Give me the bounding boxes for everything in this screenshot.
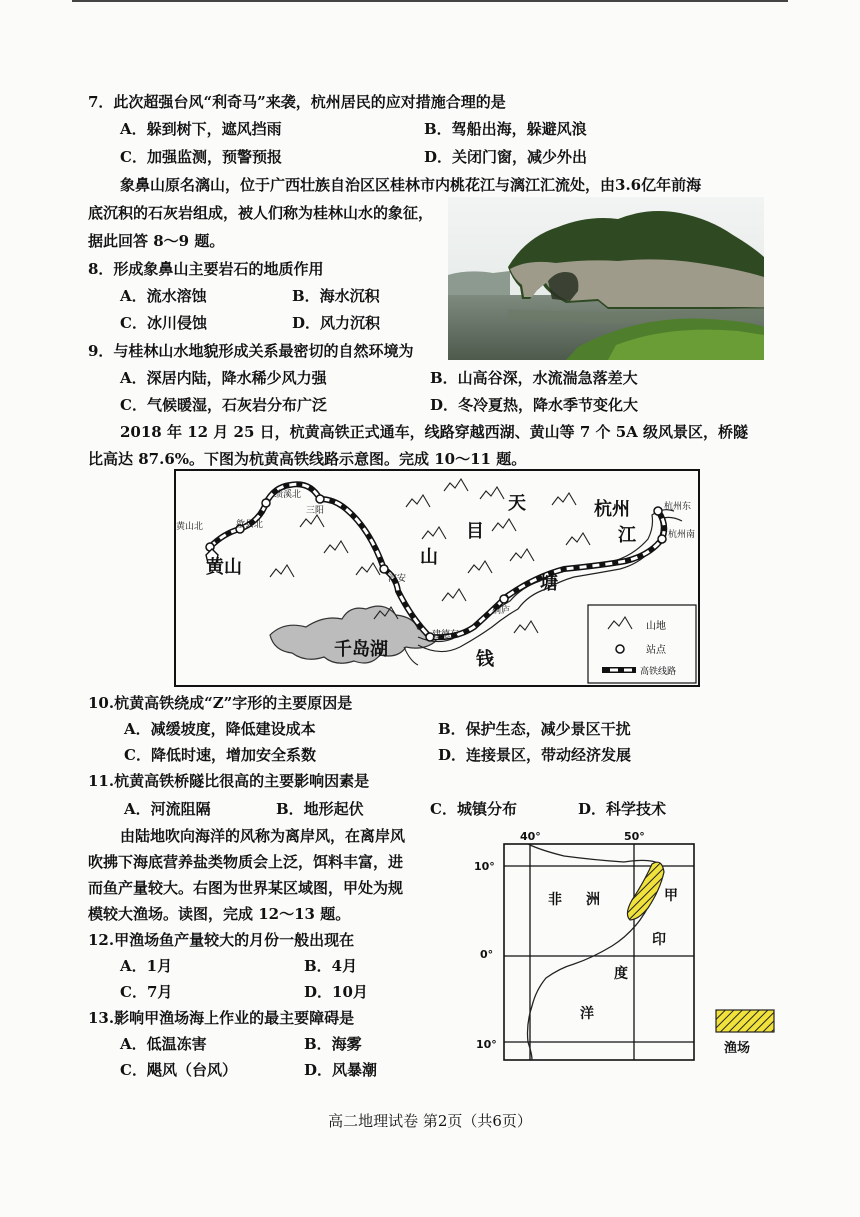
q10-option-a: A．减缓坡度，降低建设成本 xyxy=(124,720,316,738)
q8-option-b: B．海水沉积 xyxy=(292,287,380,305)
q8-option-a: A．流水溶蚀 xyxy=(120,287,207,305)
passage1-line3: 据此回答 8～9 题。 xyxy=(88,232,225,250)
mountain-range-char: 天 xyxy=(508,493,526,514)
top-border-line xyxy=(72,0,788,2)
q7-option-d: D．关闭门窗，减少外出 xyxy=(424,148,588,166)
mountain-range-char: 目 xyxy=(466,521,484,542)
passage2-line1: 2018 年 12 月 25 日，杭黄高铁正式通车，线路穿越西湖、黄山等 7 个 5A 级风景区，桥隧 xyxy=(120,423,749,441)
qiandao-lake-label: 千岛湖 xyxy=(334,639,388,660)
q11-option-c: C．城镇分布 xyxy=(430,800,517,818)
river-char: 塘 xyxy=(540,573,558,594)
hangzhou-label: 杭州 xyxy=(594,499,630,520)
q8-option-d: D．风力沉积 xyxy=(292,314,381,332)
lon-label: 50° xyxy=(624,830,645,843)
lat-label: 0° xyxy=(480,948,494,961)
q13-stem: 13.影响甲渔场海上作业的最主要障碍是 xyxy=(88,1009,355,1027)
q7-option-c: C．加强监测，预警预报 xyxy=(120,148,282,166)
fishing-ground-jia xyxy=(627,862,664,920)
q12-option-d: D．10月 xyxy=(304,983,368,1001)
q12-option-c: C．7月 xyxy=(120,983,173,1001)
q8-option-c: C．冰川侵蚀 xyxy=(120,314,207,332)
ocean-char: 洋 xyxy=(580,1006,594,1022)
station-label: 杭州南 xyxy=(668,530,696,540)
q11-option-d: D．科学技术 xyxy=(578,800,667,818)
q12-option-a: A．1月 xyxy=(120,957,173,975)
q10-option-d: D．连接景区，带动经济发展 xyxy=(438,746,632,764)
river-char: 江 xyxy=(618,525,636,546)
legend-mountain: 山地 xyxy=(646,621,666,632)
huangshan-label: 黄山 xyxy=(206,557,242,578)
q9-option-d: D．冬冷夏热，降水季节变化大 xyxy=(430,396,639,414)
station-label: 黄山北 xyxy=(176,522,204,532)
q13-option-b: B．海雾 xyxy=(304,1035,362,1053)
q11-option-b: B．地形起伏 xyxy=(276,800,364,818)
ocean-char: 度 xyxy=(614,966,628,982)
q12-option-b: B．4月 xyxy=(304,957,358,975)
station-label: 杭州东 xyxy=(664,502,692,512)
passage3-line3: 而鱼产量较大。右图为世界某区域图，甲处为规 xyxy=(88,879,404,897)
q13-option-c: C．飓风（台风） xyxy=(120,1061,237,1079)
river-char: 钱 xyxy=(476,649,494,670)
q9-option-c: C．气候暖湿，石灰岩分布广泛 xyxy=(120,396,327,414)
q11-stem: 11.杭黄高铁桥隧比很高的主要影响因素是 xyxy=(88,772,370,790)
station-label: 建德东 xyxy=(432,630,460,640)
lat-label: 10° xyxy=(476,1038,497,1051)
q8-stem: 8．形成象鼻山主要岩石的地质作用 xyxy=(88,260,324,278)
q7-option-a: A．躲到树下，遮风挡雨 xyxy=(120,120,282,138)
passage3-line1: 由陆地吹向海洋的风称为离岸风，在离岸风 xyxy=(120,827,406,845)
passage3-line4: 模较大渔场。读图，完成 12～13 题。 xyxy=(88,905,351,923)
legend-fishery: 渔场 xyxy=(724,1041,751,1056)
q13-option-a: A．低温冻害 xyxy=(120,1035,207,1053)
q10-stem: 10.杭黄高铁绕成“Z”字形的主要原因是 xyxy=(88,694,353,712)
station-label: 淳安 xyxy=(388,574,407,584)
station-label: 桐庐 xyxy=(492,606,511,616)
east-africa-fishery-map xyxy=(474,828,784,1068)
legend-railway: 高铁线路 xyxy=(640,667,677,677)
station-label: 三阳 xyxy=(306,506,325,516)
lat-label: 10° xyxy=(474,860,495,873)
q9-option-b: B．山高谷深，水流湍急落差大 xyxy=(430,369,638,387)
q11-option-a: A．河流阻隔 xyxy=(124,800,211,818)
africa-char: 非 xyxy=(548,892,562,908)
legend-station: 站点 xyxy=(646,645,666,656)
map1-legend xyxy=(588,605,696,683)
jia-label: 甲 xyxy=(664,888,678,904)
q7-option-b: B．驾船出海，躲避风浪 xyxy=(424,120,587,138)
q12-stem: 12.甲渔场鱼产量较大的月份一般出现在 xyxy=(88,931,355,949)
q9-option-a: A．深居内陆，降水稀少风力强 xyxy=(120,369,327,387)
passage1-line1: 象鼻山原名漓山，位于广西壮族自治区区桂林市内桃花江与漓江汇流处，由3.6亿年前海 xyxy=(120,176,702,194)
q10-option-b: B．保护生态，减少景区干扰 xyxy=(438,720,631,738)
q7-stem: 7．此次超强台风“利奇马”来袭，杭州居民的应对措施合理的是 xyxy=(88,93,506,111)
ocean-char: 印 xyxy=(652,932,666,948)
passage3-line2: 吹拂下海底营养盐类物质会上泛，饵料丰富，进 xyxy=(88,853,404,871)
station-label: 歙县北 xyxy=(236,520,264,530)
page-footer: 高二地理试卷 第2页（共6页） xyxy=(328,1112,532,1130)
passage2-line2: 比高达 87.6%。下图为杭黄高铁线路示意图。完成 10～11 题。 xyxy=(88,450,527,468)
q10-option-c: C．降低时速，增加安全系数 xyxy=(124,746,316,764)
q13-option-d: D．风暴潮 xyxy=(304,1061,378,1079)
q9-stem: 9．与桂林山水地貌形成关系最密切的自然环境为 xyxy=(88,342,414,360)
lon-label: 40° xyxy=(520,830,541,843)
africa-char: 洲 xyxy=(586,892,600,908)
mountain-range-char: 山 xyxy=(420,547,438,568)
station-label: 绩溪北 xyxy=(274,490,302,500)
passage1-line2: 底沉积的石灰岩组成，被人们称为桂林山水的象征， xyxy=(88,204,434,222)
elephant-trunk-hill-photo xyxy=(448,197,764,360)
hangzhou-huangshan-railway-map xyxy=(174,469,700,687)
